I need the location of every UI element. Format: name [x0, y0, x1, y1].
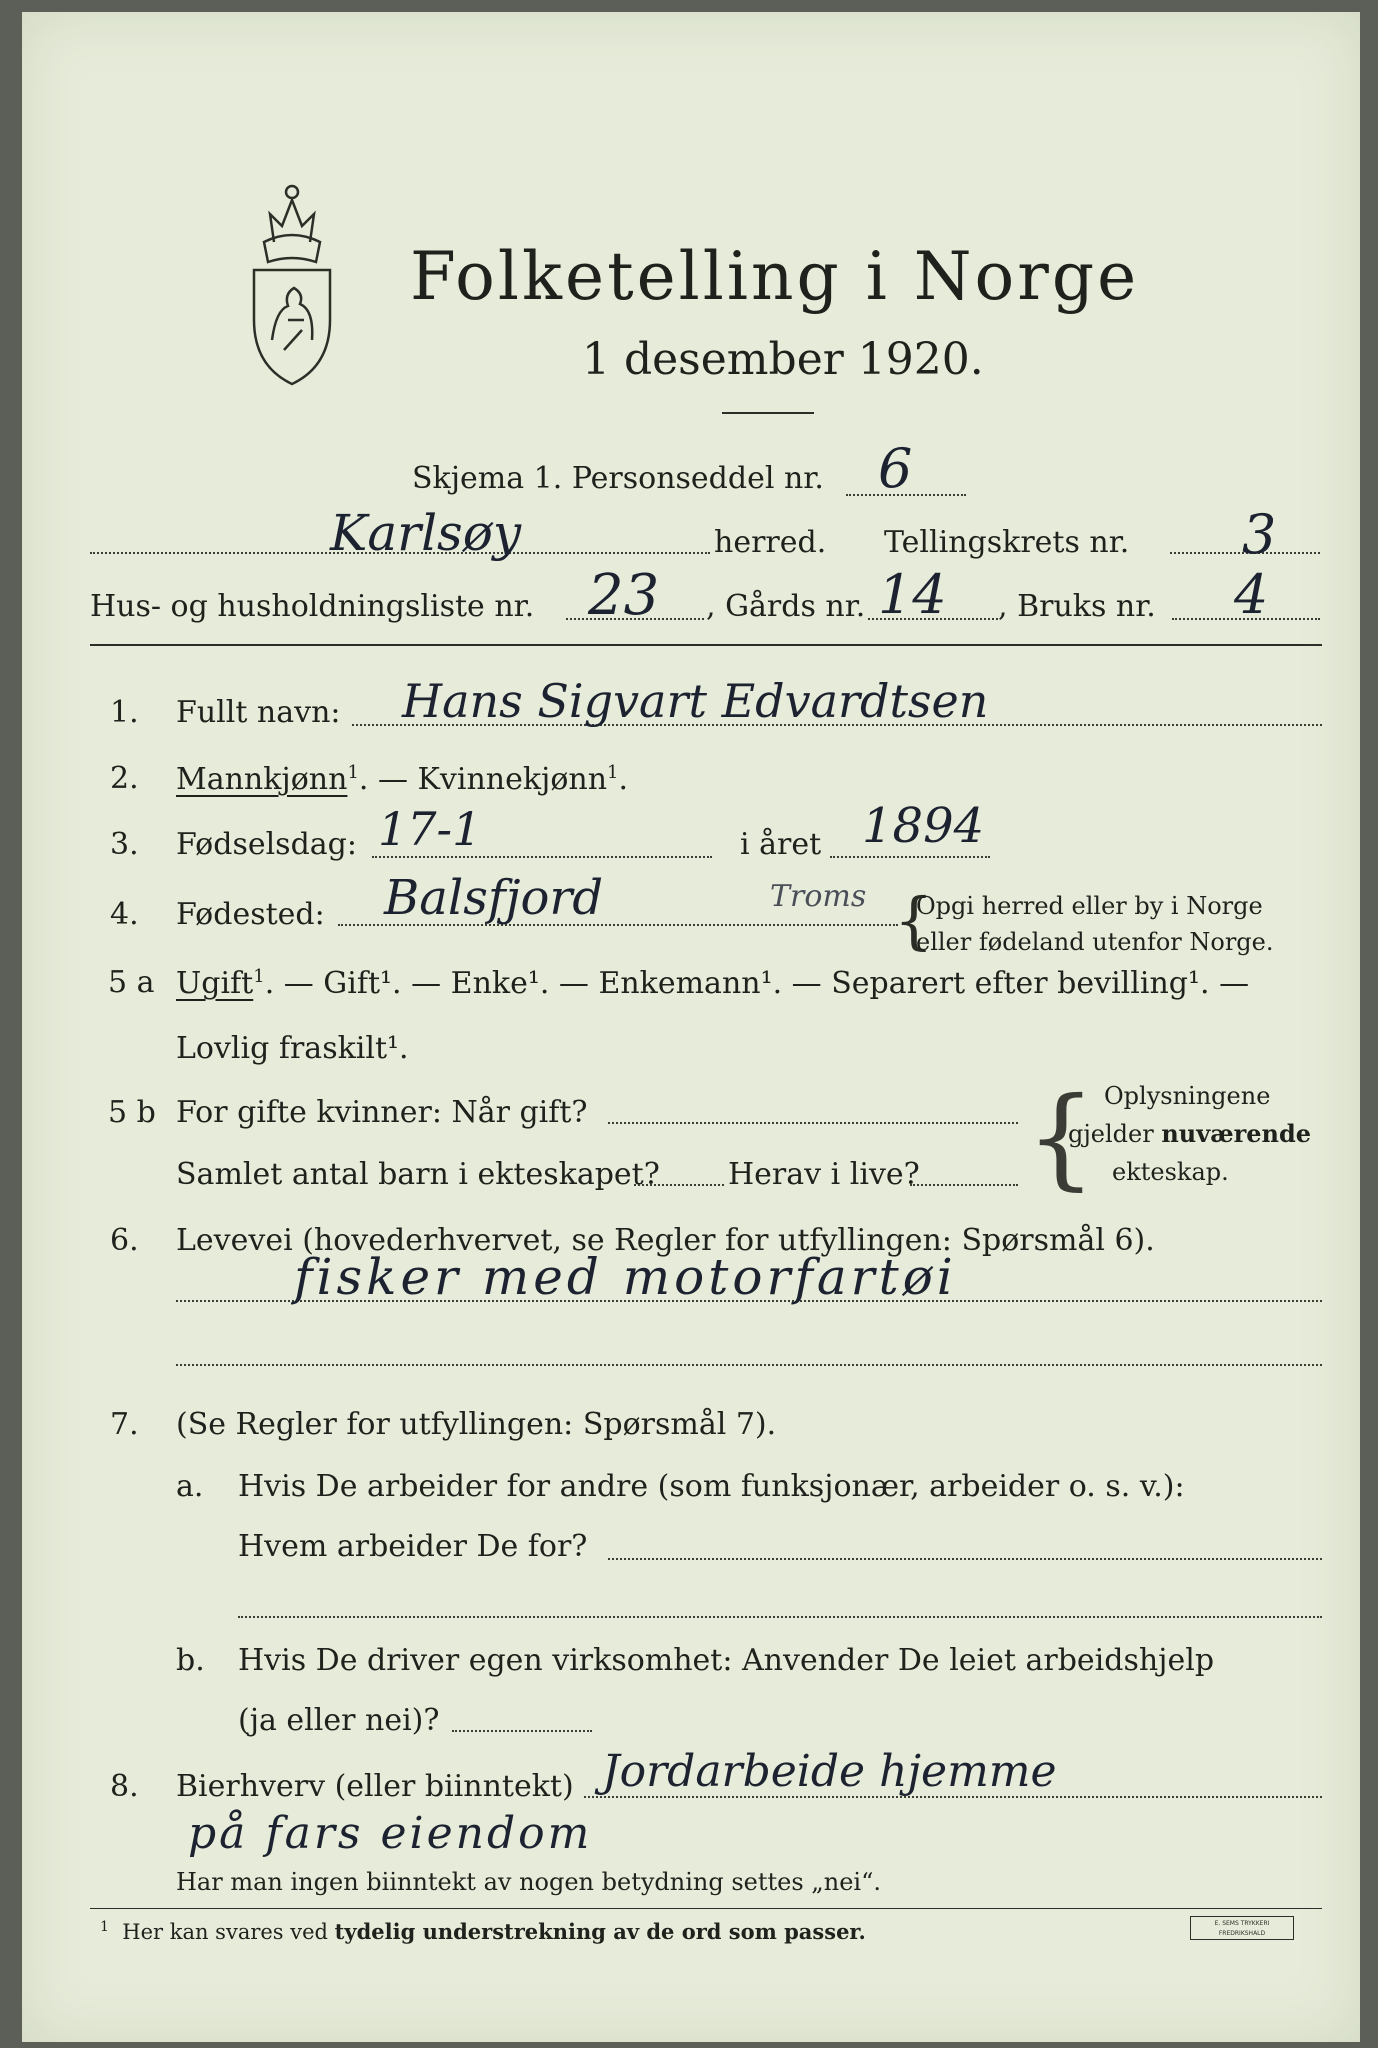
- title-divider: [722, 412, 814, 414]
- q3-year-label: i året: [740, 827, 822, 862]
- q5b-label-2: Samlet antal barn i ekteskapet?: [176, 1157, 660, 1192]
- biinntekt-note: Har man ingen biinntekt av nogen betydning settes „nei“.: [176, 1868, 881, 1896]
- q3-label: Fødselsdag:: [176, 827, 357, 862]
- q2-female: Kvinnekjønn: [417, 762, 608, 797]
- footnote-divider: [90, 1908, 1322, 1909]
- census-date: 1 desember 1920.: [582, 334, 984, 385]
- q8-value-1: Jordarbeide hjemme: [602, 1746, 1057, 1797]
- q4-label: Fødested:: [176, 897, 325, 932]
- bruks-label: , Bruks nr.: [998, 589, 1156, 624]
- q4-value-county: Troms: [770, 879, 867, 914]
- q1-value: Hans Sigvart Edvardtsen: [402, 674, 989, 728]
- liste-label: Hus- og husholdningsliste nr.: [90, 589, 535, 624]
- q1-label: Fullt navn:: [176, 695, 341, 730]
- q7-label: (Se Regler for utfyllingen: Spørsmål 7).: [176, 1407, 777, 1442]
- q7a-question: Hvem arbeider De for?: [238, 1529, 588, 1564]
- census-form: [22, 12, 1360, 2042]
- q4-note-2: eller fødeland utenfor Norge.: [916, 928, 1274, 956]
- gards-label: , Gårds nr.: [706, 589, 866, 624]
- q5a-options: Ugift$^1$. — Gift¹. — Enke¹. — Enkemann¹. — Separert efter bevilling¹. —: [176, 966, 1250, 1001]
- q4-value: Balsfjord: [384, 870, 604, 926]
- q7-number: 7.: [110, 1407, 139, 1442]
- q4-note-1: Opgi herred eller by i Norge: [916, 892, 1263, 920]
- q5b-line-2: [634, 1184, 724, 1186]
- form-title: Folketelling i Norge: [410, 238, 1140, 315]
- q3-year-value: 1894: [862, 798, 985, 854]
- q5b-label-1: For gifte kvinner: Når gift?: [176, 1095, 588, 1130]
- q5b-line-1: [608, 1122, 1018, 1124]
- norway-coat-of-arms-icon: [244, 170, 340, 390]
- q5a-line-2: Lovlig fraskilt¹.: [176, 1031, 409, 1066]
- q2-male: Mannkjønn: [176, 762, 348, 797]
- schema-label: Skjema 1. Personseddel nr.: [412, 461, 824, 496]
- q2-options: Mannkjønn$^1$. — Kvinnekjønn$^1$.: [176, 762, 629, 797]
- krets-label: Tellingskrets nr.: [884, 525, 1130, 560]
- gards-value: 14: [878, 563, 947, 626]
- q6-label: Levevei (hovederhvervet, se Regler for utfyllingen: Spørsmål 6).: [176, 1223, 1155, 1258]
- q7b-question: (ja eller nei)?: [238, 1703, 440, 1738]
- q5b-label-3: Herav i live?: [728, 1157, 920, 1192]
- printer-mark: E. SEMS TRYKKERI FREDRIKSHALD: [1190, 1916, 1294, 1940]
- herred-value: Karlsøy: [330, 504, 522, 562]
- q1-number: 1.: [110, 695, 139, 730]
- q4-brace: {: [894, 884, 934, 957]
- liste-value: 23: [588, 563, 660, 628]
- q5a-number: 5 a: [108, 965, 155, 1000]
- q5b-note-2: gjelder nuværende: [1068, 1119, 1312, 1148]
- q8-label: Bierhverv (eller biinntekt): [176, 1769, 574, 1804]
- schema-value: 6: [878, 437, 913, 500]
- krets-value: 3: [1242, 503, 1277, 566]
- q5b-line-3: [910, 1184, 1018, 1186]
- q4-number: 4.: [110, 897, 139, 932]
- q3-value: 17-1: [378, 802, 482, 856]
- q5a-ugift: Ugift: [176, 966, 254, 1001]
- q3-year-line: [830, 856, 990, 858]
- q7b-text: Hvis De driver egen virksomhet: Anvender De leiet arbeidshjelp: [238, 1643, 1215, 1678]
- q7a-line-1: [608, 1558, 1322, 1560]
- q5b-brace: {: [1026, 1073, 1096, 1201]
- q5b-number: 5 b: [108, 1095, 156, 1130]
- q8-value-2: på fars eiendom: [188, 1808, 593, 1859]
- q6-line-2: [176, 1364, 1322, 1366]
- q7b-letter: b.: [176, 1643, 205, 1678]
- q3-line: [372, 856, 712, 858]
- q5b-note-3: ekteskap.: [1112, 1158, 1229, 1186]
- q7a-letter: a.: [176, 1469, 204, 1504]
- q2-number: 2.: [110, 761, 139, 796]
- q7a-line-2: [238, 1616, 1322, 1618]
- q7a-text: Hvis De arbeider for andre (som funksjonær, arbeider o. s. v.):: [238, 1469, 1185, 1504]
- q7b-line: [452, 1730, 592, 1732]
- q5b-note-1: Oplysningene: [1104, 1082, 1271, 1110]
- q3-number: 3.: [110, 827, 139, 862]
- q6-value: fisker med motorfartøi: [294, 1248, 957, 1306]
- bruks-value: 4: [1234, 563, 1269, 626]
- q8-number: 8.: [110, 1769, 139, 1804]
- q6-number: 6.: [110, 1223, 139, 1258]
- footnote: $^1$ Her kan svares ved tydelig understrekning av de ord som passer.: [100, 1919, 866, 1944]
- herred-label: herred.: [714, 525, 827, 560]
- section-divider: [90, 644, 1322, 646]
